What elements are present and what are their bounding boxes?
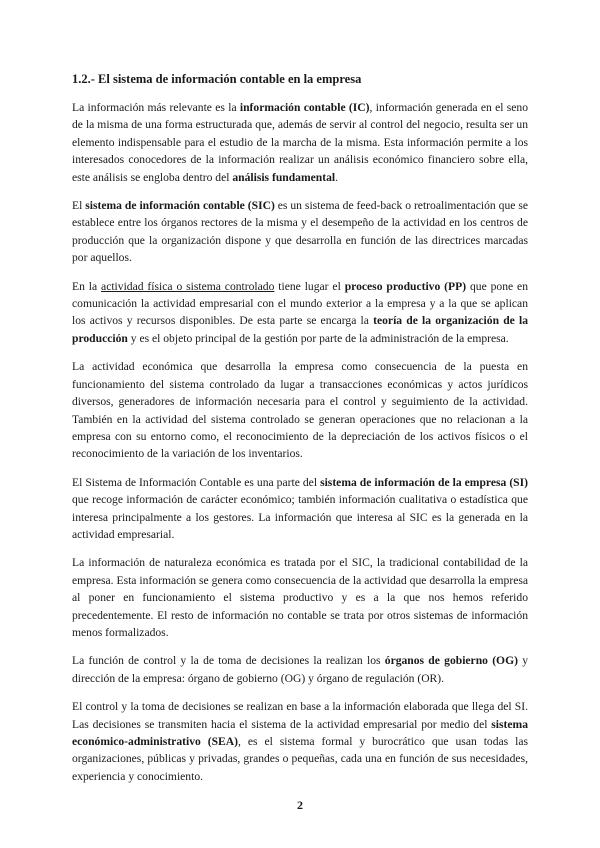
text-run: El control y la toma de decisiones se realizan en base a la información elaborada que llega del SI. Las decisiones se transmiten hacia el sistema de la actividad empresarial por medio del: [72, 700, 528, 731]
bold-term: sistema de información contable (SIC): [85, 199, 275, 213]
text-run: tiene lugar el: [274, 279, 345, 293]
paragraph: [72, 698, 528, 785]
text-run: , es el sistema formal y burocrático que usan todas las organizaciones, públicas y privadas, grandes o pequeñas, cada una en función de sus necesidades, experiencia y conocimiento.: [72, 735, 529, 783]
paragraph: [72, 278, 528, 348]
paragraph: [72, 554, 528, 641]
underlined-term: actividad física o sistema controlado: [101, 279, 275, 293]
section-heading: 1.2.- El sistema de información contable en la empresa: [72, 72, 362, 86]
paragraph: [72, 358, 528, 462]
text-run: , información generada en el seno de la misma de una forma estructurada que, además de servir al control del negocio, resulta ser un elemento indispensable para el estudio de la marcha de la misma. Esta información permite a los interesados conocedores de la información realizar un análisis económico financiero sobre ella, este análisis se engloba dentro del: [72, 101, 528, 184]
bold-term: órganos de gobierno (OG): [384, 654, 518, 668]
text-run: que pone en comunicación la actividad empresarial con el mundo exterior a la empresa y a la que se aplican los activos y recursos disponibles. De esta parte se encarga la: [72, 279, 528, 328]
bold-term: análisis fundamental: [232, 170, 336, 184]
bold-term: sistema económico-administrativo (SEA): [72, 717, 528, 748]
text-run: La información más relevante es la: [72, 101, 240, 114]
body-text: [72, 99, 528, 785]
text-run: La actividad económica que desarrolla la empresa como consecuencia de la puesta en funcionamiento del sistema controlado da lugar a transacciones económicas y actos jurídicos diversos, generadores de información necesaria para el control y seguimiento de la actividad. También en la actividad del sistema controlado se generan operaciones que no relacionan a la empresa con su entorno como, el reconocimiento de la depreciación de los activos físicos o el reconocimiento de la variación de los inventarios.: [72, 360, 528, 461]
text-run: El: [72, 199, 86, 213]
text-run: .: [335, 170, 339, 184]
text-run: La función de control y la de toma de decisiones la realizan los: [72, 654, 385, 668]
text-run: La información de naturaleza económica es tratada por el SIC, la tradicional contabilidad de la empresa. Esta información se genera como consecuencia de la actividad que desarrolla la empresa al poner en funcionamiento el sistema productivo y es a la que nos hemos referido precedentemente. El resto de información no contable se trata por otros sistemas de información menos formalizados.: [72, 556, 528, 639]
bold-term: teoría de la organización de la producción: [72, 314, 528, 345]
page-number: 2: [297, 798, 303, 812]
text-run: que recoge información de carácter económico; también información cualitativa o estadística que interesa principalmente a los gestores. La información que interesa al SIC es la generada en la actividad empresarial.: [72, 493, 528, 541]
text-run: y es el objeto principal de la gestión por parte de la administración de la empresa.: [127, 331, 509, 345]
text-run: y dirección de la empresa: órgano de gobierno (OG) y órgano de regulación (OR).: [72, 654, 528, 685]
paragraph: [72, 99, 528, 186]
text-run: El Sistema de Información Contable es una parte del: [72, 475, 321, 489]
paragraph: [72, 652, 528, 687]
bold-term: sistema de información de la empresa (SI): [320, 475, 528, 489]
paragraph: [72, 474, 528, 544]
paragraph: [72, 197, 528, 267]
page-content: [72, 70, 528, 796]
bold-term: información contable (IC): [239, 101, 370, 114]
bold-term: proceso productivo (PP): [344, 279, 467, 293]
text-run: En la: [72, 279, 102, 293]
text-run: es un sistema de feed-back o retroalimentación que se establece entre los órganos rectores de la misma y el desempeño de la actividad en los centros de producción que la organización dispone y que desarrolla en función de las directrices marcadas por aquellos.: [72, 199, 528, 265]
